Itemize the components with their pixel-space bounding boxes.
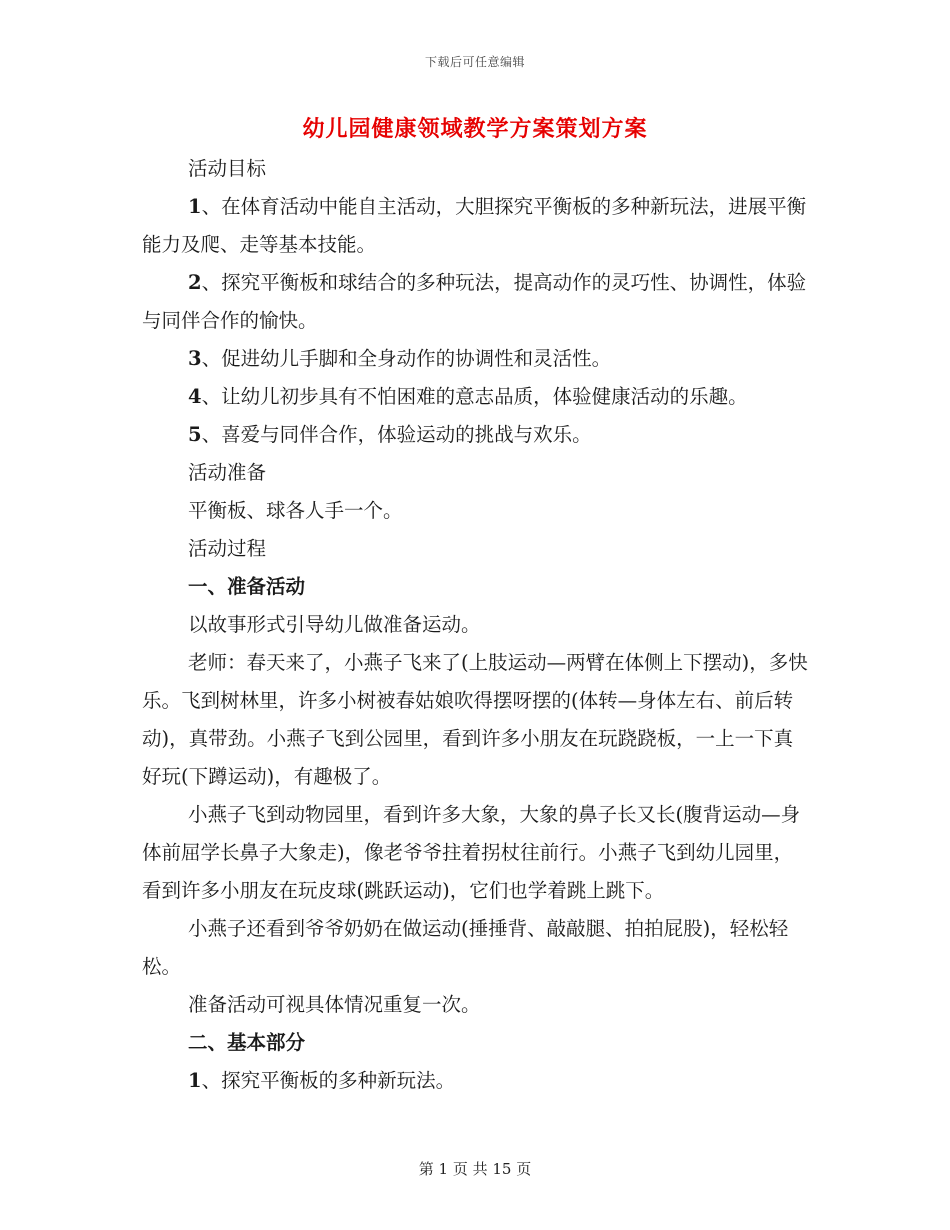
goal-item-4 [142,378,812,416]
goal-text: 、探究平衡板和球结合的多种玩法，提高动作的灵巧性、协调性，体验与同伴合作的愉快。 [142,271,807,332]
page-header-note: 下载后可任意编辑 [424,55,525,69]
part-1-paragraph-1: 老师：春天来了，小燕子飞来了(上肢运动—两臂在体侧上下摆动)，多快乐。飞到树林里，许多小树被春姑娘吹得摆呀摆的(体转—身体左右、前后转动)，真带劲。小燕子飞到公园里，看到许多小朋友在玩跷跷板，一上一下真好玩(下蹲运动)，有趣极了。 [142,651,808,788]
goal-number: 3 [188,347,202,370]
goal-item-3 [142,340,812,378]
goal-text: 、让幼儿初步具有不怕困难的意志品质，体验健康活动的乐趣。 [201,385,748,408]
goal-text: 、促进幼儿手脚和全身动作的协调性和灵活性。 [201,347,612,370]
part-1-heading: 一、准备活动 [188,575,306,598]
part-1-paragraph-3: 小燕子还看到爷爷奶奶在做运动(捶捶背、敲敲腿、拍拍屁股)，轻松轻松。 [142,917,789,978]
goal-text: 、在体育活动中能自主活动，大胆探究平衡板的多种新玩法，进展平衡能力及爬、走等基本技能。 [142,195,807,256]
section-heading-process: 活动过程 [188,537,267,560]
goal-number: 1 [188,195,202,218]
goal-item-5 [142,416,812,454]
section-heading-goals: 活动目标 [188,157,267,180]
goal-item-1 [142,188,812,264]
goal-number: 2 [188,271,202,294]
goal-number: 5 [188,423,202,446]
document-body [142,150,812,1100]
item-text: 、探究平衡板的多种新玩法。 [201,1069,456,1092]
part-1-paragraph-4: 准备活动可视具体情况重复一次。 [188,993,481,1016]
page-footer-number: 第 1 页 共 15 页 [418,1160,532,1178]
part-1-intro: 以故事形式引导幼儿做准备运动。 [188,613,481,636]
section-heading-preparation: 活动准备 [188,461,267,484]
part-2-heading: 二、基本部分 [188,1031,306,1054]
part-1-paragraph-2: 小燕子飞到动物园里，看到许多大象，大象的鼻子长又长(腹背运动—身体前屈学长鼻子大象走)，像老爷爷拄着拐杖往前行。小燕子飞到幼儿园里，看到许多小朋友在玩皮球(跳跃运动)，它们也学着跳上跳下。 [142,803,801,902]
item-number: 1 [188,1069,202,1092]
goal-text: 、喜爱与同伴合作，体验运动的挑战与欢乐。 [201,423,592,446]
goal-item-2 [142,264,812,340]
goal-number: 4 [188,385,202,408]
document-title: 幼儿园健康领域教学方案策划方案 [302,116,648,142]
preparation-text: 平衡板、球各人手一个。 [188,499,403,522]
part-2-item-1 [142,1062,812,1100]
